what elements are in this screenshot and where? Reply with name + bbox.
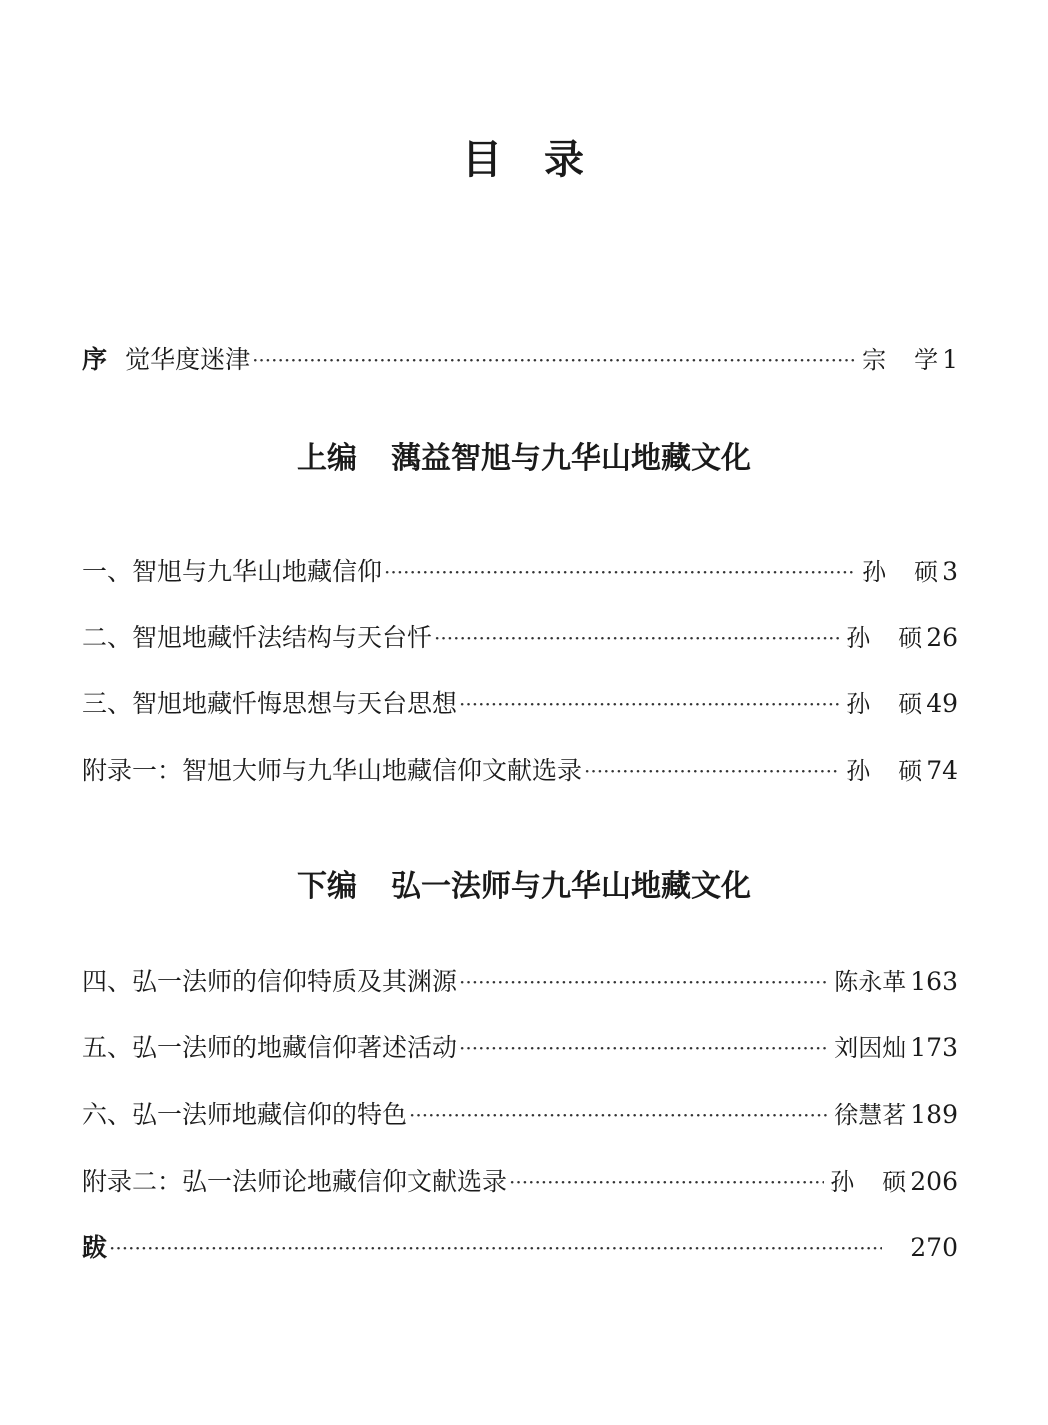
preface-label: 序 [82,345,108,374]
preface-title: 觉华度迷津 [125,345,251,374]
entry-author: 陈永革 [834,968,907,996]
dot-leader [509,1160,824,1204]
toc-entry[interactable] [82,616,958,660]
entry-title: 附录二：弘一法师论地藏信仰文献选录 [82,1167,508,1196]
entry-page-number: 163 [910,967,958,996]
toc-entry[interactable] [82,960,958,1004]
entry-page-number: 206 [910,1167,958,1196]
entry-title: 附录一：智旭大师与九华山地藏信仰文献选录 [82,756,583,785]
entry-title: 四、弘一法师的信仰特质及其渊源 [82,967,458,996]
entry-author: 孙 硕 [846,624,923,652]
entry-author: 孙 硕 [830,1168,907,1196]
entry-author: 刘因灿 [834,1034,907,1062]
toc-entry[interactable] [82,550,958,594]
toc-entry-preface[interactable] [82,338,958,382]
entry-page-number: 189 [910,1100,958,1129]
entry-title: 二、智旭地藏忏法结构与天台忏 [82,623,433,652]
part2-prefix: 下编 [297,869,357,904]
entry-title: 六、弘一法师地藏信仰的特色 [82,1100,408,1129]
postscript-label: 跋 [82,1233,108,1262]
entry-page-number: 26 [926,623,958,652]
toc-entry[interactable] [82,1026,958,1070]
dot-leader [584,749,840,793]
toc-entry[interactable] [82,1160,958,1204]
part1-prefix: 上编 [297,441,357,476]
part2-title: 弘一法师与九华山地藏文化 [391,869,751,904]
part1-title: 蕅益智旭与九华山地藏文化 [391,441,751,476]
toc-entry[interactable] [82,1093,958,1137]
entry-title: 三、智旭地藏忏悔思想与天台思想 [82,689,458,718]
entry-title: 一、智旭与九华山地藏信仰 [82,557,383,586]
dot-leader [459,682,840,726]
toc-entry-postscript[interactable] [82,1226,958,1270]
toc-entry[interactable] [82,682,958,726]
dot-leader [109,1226,882,1270]
page-title [0,132,1048,188]
dot-leader [384,550,856,594]
dot-leader [459,1026,828,1070]
entry-page-number: 49 [926,689,958,718]
entry-title: 五、弘一法师的地藏信仰著述活动 [82,1033,458,1062]
part2-heading [0,865,1048,909]
entry-author: 孙 硕 [846,757,923,785]
entry-author: 孙 硕 [846,690,923,718]
dot-leader [434,616,840,660]
part1-heading [0,437,1048,481]
entry-page-number: 270 [910,1233,958,1262]
dot-leader [459,960,828,1004]
entry-author: 徐慧茗 [834,1101,907,1129]
dot-leader [409,1093,828,1137]
toc-entry[interactable] [82,749,958,793]
title-char-1: 目 [462,137,504,183]
entry-author: 孙 硕 [862,558,939,586]
entry-page-number: 74 [926,756,958,785]
title-char-2: 录 [544,137,586,183]
entry-page-number: 1 [942,345,958,374]
entry-author: 宗 学 [862,346,939,374]
entry-page-number: 3 [942,557,958,586]
entry-page-number: 173 [910,1033,958,1062]
dot-leader [252,338,856,382]
